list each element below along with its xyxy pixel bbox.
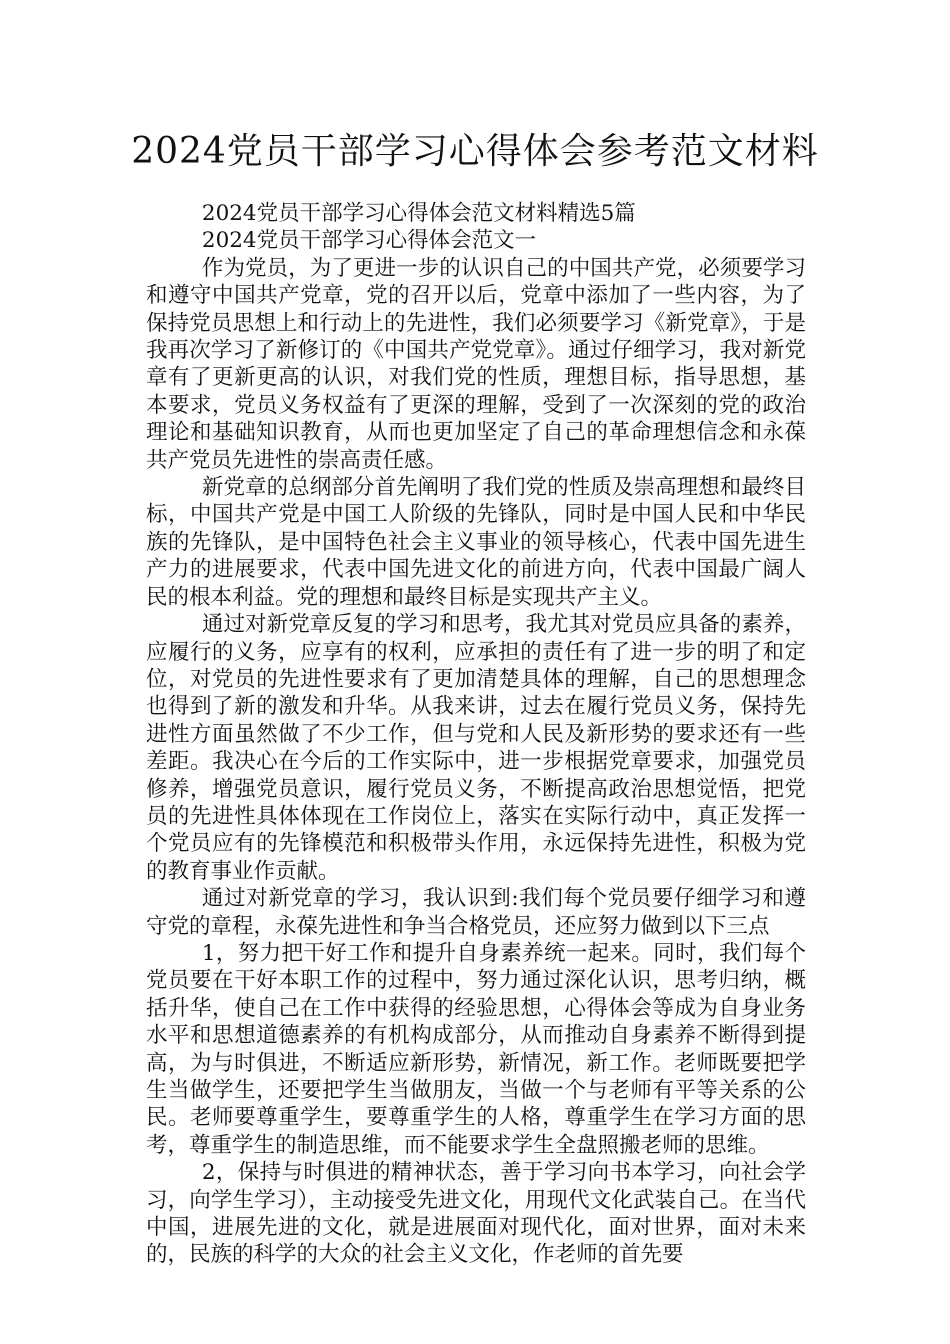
paragraph-4: 通过对新党章的学习，我认识到:我们每个党员要仔细学习和遵守党的章程，永葆先进性和争当合格党员，还应努力做到以下三点 — [146, 886, 806, 939]
subtitle-line-1: 2024党员干部学习心得体会范文材料精选5篇 — [201, 201, 636, 226]
document-body — [146, 200, 806, 1269]
paragraph-6: 2，保持与时俱进的精神状态，善于学习向书本学习，向社会学习，向学生学习），主动接受先进文化，用现代文化武装自己。在当代中国，进展先进的文化，就是进展面对现代化，面对世界，面对未来的，民族的科学的大众的社会主义文化，作老师的首先要 — [146, 1160, 806, 1268]
subtitle-line-2: 2024党员干部学习心得体会范文一 — [201, 228, 537, 254]
paragraph-5: 1，努力把干好工作和提升自身素养统一起来。同时，我们每个党员要在干好本职工作的过程中，努力通过深化认识，思考归纳，概括升华，使自己在工作中获得的经验思想，心得体会等成为自身业务水平和思想道德素养的有机构成部分，从而推动自身素养不断得到提高，为与时俱进，不断适应新形势，新情况，新工作。老师既要把学生当做学生，还要把学生当做朋友，当做一个与老师有平等关系的公民。老师要尊重学生，要尊重学生的人格，尊重学生在学习方面的思考，尊重学生的制造思维，而不能要求学生全盘照搬老师的思维。 — [146, 940, 806, 1158]
paragraph-2: 新党章的总纲部分首先阐明了我们党的性质及崇高理想和最终目标，中国共产党是中国工人阶级的先锋队，同时是中国人民和中华民族的先锋队，是中国特色社会主义事业的领导核心，代表中国先进生产力的进展要求，代表中国先进文化的前进方向，代表中国最广阔人民的根本利益。党的理想和最终目标是实现共产主义。 — [146, 475, 806, 610]
paragraph-3: 通过对新党章反复的学习和思考，我尤其对党员应具备的素养，应履行的义务，应享有的权利，应承担的责任有了进一步的明了和定位，对党员的先进性要求有了更加清楚具体的理解，自己的思想理念也得到了新的激发和升华。从我来讲，过去在履行党员义务，保持先进性方面虽然做了不少工作，但与党和人民及新形势的要求还有一些差距。我决心在今后的工作实际中，进一步根据党章要求，加强党员修养，增强党员意识，履行党员义务，不断提高政治思想觉悟，把党员的先进性具体体现在工作岗位上，落实在实际行动中，真正发挥一个党员应有的先锋模范和积极带头作用，永远保持先进性，积极为党的教育事业作贡献。 — [146, 612, 806, 884]
document-title: 2024党员干部学习心得体会参考范文材料 — [131, 131, 819, 172]
paragraph-1: 作为党员，为了更进一步的认识自己的中国共产党，必须要学习和遵守中国共产党章，党的召开以后，党章中添加了一些内容，为了保持党员思想上和行动上的先进性，我们必须要学习《新党章》，于是我再次学习了新修订的《中国共产党党章》。通过仔细学习，我对新党章有了更新更高的认识，对我们党的性质，理想目标，指导思想，基本要求，党员义务权益有了更深的理解，受到了一次深刻的党的政治理论和基础知识教育，从而也更加坚定了自己的革命理想信念和永葆共产党员先进性的崇高责任感。 — [146, 255, 806, 473]
